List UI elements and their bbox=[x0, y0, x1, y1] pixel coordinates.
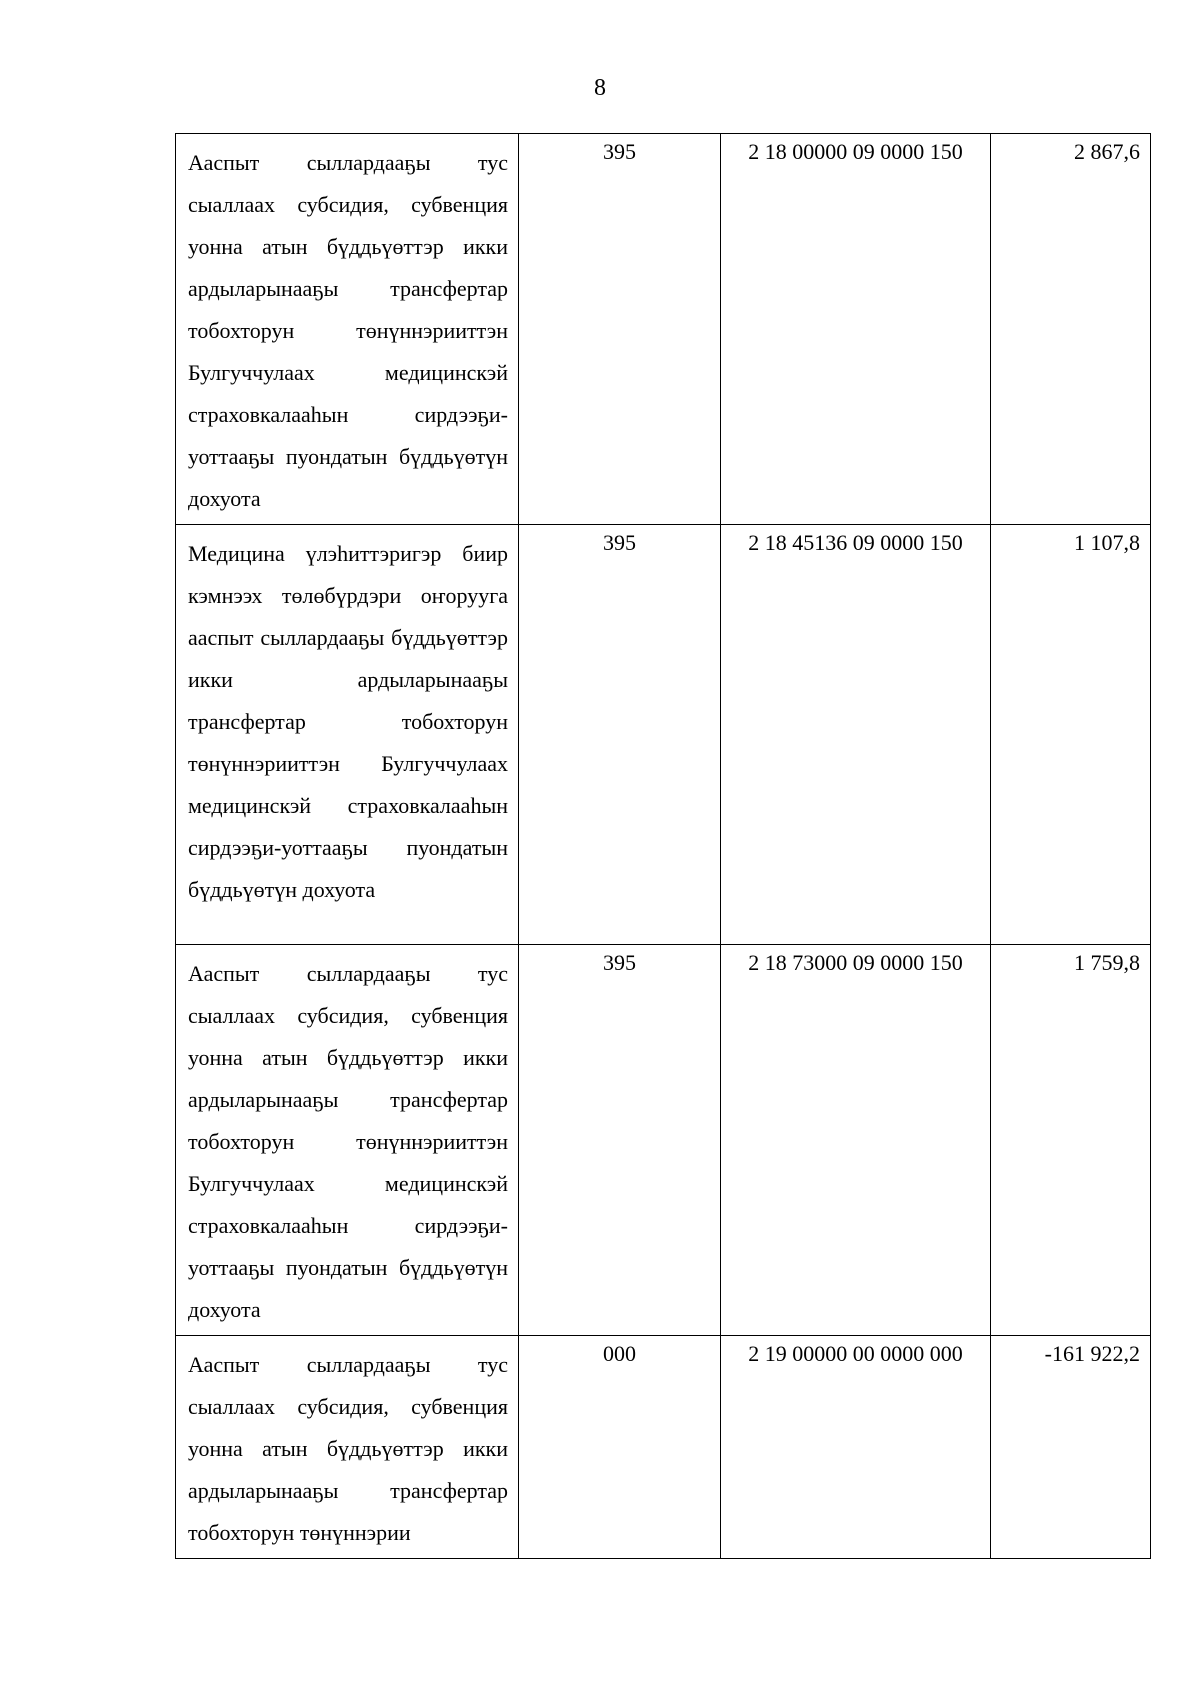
row-admin-code: 395 bbox=[519, 945, 721, 1336]
row-amount: 2 867,6 bbox=[991, 134, 1151, 525]
row-description: Медицина үлэһиттэригэр биир кэмнээх төлөбүрдэри оҥорууга ааспыт сыллардааҕы бүддьүөттэр икки ардыларынааҕы трансфертар тобохторун төнүннэрииттэн Булгуччулаах медицинскэй страховкалааһын сирдээҕи-уоттааҕы пуондатын бүддьүөтүн дохуота bbox=[176, 525, 519, 945]
row-admin-code: 395 bbox=[519, 134, 721, 525]
row-description: Ааспыт сыллардааҕы тус сыаллаах субсидия, субвенция уонна атын бүддьүөттэр икки ардыларынааҕы трансфертар тобохторун төнүннэрииттэн Булгуччулаах медицинскэй страховкалааһын сирдээҕи-уоттааҕы пуондатын бүддьүөтүн дохуота bbox=[176, 134, 519, 525]
row-budget-code: 2 18 00000 09 0000 150 bbox=[721, 134, 991, 525]
table-row bbox=[176, 1336, 1151, 1559]
page-number: 8 bbox=[594, 75, 606, 101]
budget-revenue-table bbox=[175, 133, 1151, 1559]
row-description: Ааспыт сыллардааҕы тус сыаллаах субсидия, субвенция уонна атын бүддьүөттэр икки ардыларынааҕы трансфертар тобохторун төнүннэрии bbox=[176, 1336, 519, 1559]
row-budget-code: 2 18 45136 09 0000 150 bbox=[721, 525, 991, 945]
row-admin-code: 395 bbox=[519, 525, 721, 945]
row-budget-code: 2 19 00000 00 0000 000 bbox=[721, 1336, 991, 1559]
row-admin-code: 000 bbox=[519, 1336, 721, 1559]
row-amount: 1 759,8 bbox=[991, 945, 1151, 1336]
table-row bbox=[176, 525, 1151, 945]
row-amount: 1 107,8 bbox=[991, 525, 1151, 945]
table-row bbox=[176, 945, 1151, 1336]
row-amount: -161 922,2 bbox=[991, 1336, 1151, 1559]
table-row bbox=[176, 134, 1151, 525]
row-description: Ааспыт сыллардааҕы тус сыаллаах субсидия, субвенция уонна атын бүддьүөттэр икки ардыларынааҕы трансфертар тобохторун төнүннэрииттэн Булгуччулаах медицинскэй страховкалааһын сирдээҕи-уоттааҕы пуондатын бүддьүөтүн дохуота bbox=[176, 945, 519, 1336]
row-budget-code: 2 18 73000 09 0000 150 bbox=[721, 945, 991, 1336]
